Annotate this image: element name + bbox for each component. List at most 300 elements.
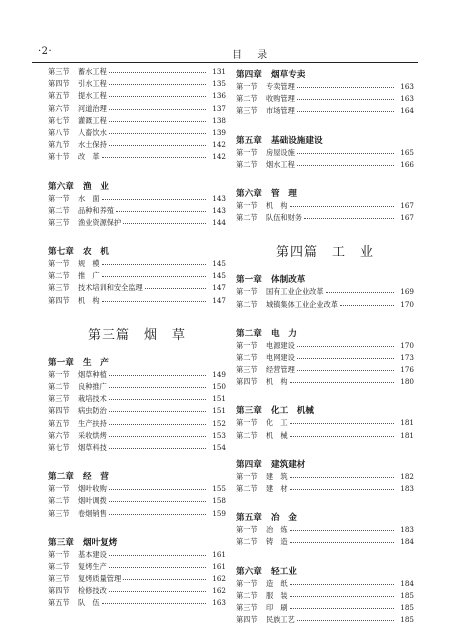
section-number: 第一节: [236, 525, 258, 535]
chapter-name: 经 营: [83, 472, 109, 483]
section-title: 良种推广: [78, 382, 107, 391]
section-number: 第四节: [236, 615, 258, 625]
section-number: 第九节: [48, 140, 70, 150]
chapter-name: 基础设施建设: [271, 135, 323, 146]
section-number: 第二节: [236, 94, 258, 104]
page-ref: 180: [400, 377, 414, 387]
toc-entry: [48, 442, 226, 454]
section-number: 第一节: [48, 259, 70, 269]
dot-leader: [297, 110, 394, 112]
chapter-name: 管 理: [271, 188, 297, 199]
dot-leader: [290, 529, 394, 531]
page-ref: 163: [212, 598, 226, 608]
page-ref: 185: [400, 602, 414, 612]
chapter-number: 第七章: [48, 247, 74, 258]
page-ref: 181: [400, 418, 414, 428]
dot-leader: [290, 583, 394, 585]
part-title: 第三篇 烟 草: [87, 327, 186, 343]
section-title: 印 刷: [266, 602, 288, 612]
chapter-title: [236, 566, 414, 578]
chapter-number: 第五章: [236, 513, 262, 524]
toc-entry: [48, 115, 226, 127]
section-number: 第三节: [236, 106, 258, 116]
chapter-name: 建筑建材: [271, 459, 306, 470]
toc-entry: [48, 369, 226, 381]
page-ref: 165: [400, 147, 414, 157]
dot-leader: [297, 86, 394, 88]
dot-leader: [102, 275, 206, 277]
page-ref: 131: [212, 67, 226, 76]
section-number: 第二节: [236, 537, 258, 547]
section-number: 第一节: [48, 369, 70, 379]
toc-entry: [236, 352, 414, 364]
chapter-number: 第二章: [48, 472, 74, 483]
section-title: 水 面: [78, 193, 100, 203]
section-number: 第七节: [48, 115, 70, 125]
toc-entry: [236, 299, 414, 311]
chapter-title: [236, 405, 414, 417]
chapter-number: 第六章: [236, 566, 262, 577]
section-title: 专卖管理: [266, 82, 295, 91]
section-number: 第一节: [236, 340, 258, 350]
section-number: 第二节: [236, 590, 258, 600]
toc-entry: [236, 340, 414, 352]
section-number: 第三节: [48, 283, 70, 293]
chapter-number: 第一章: [236, 275, 262, 286]
toc-entry: [236, 614, 414, 626]
page-ref: 183: [400, 484, 414, 493]
page-number: ·2·: [38, 46, 53, 57]
chapter-title: [236, 69, 414, 81]
section-number: 第五节: [48, 91, 70, 101]
section-title: 收购管理: [266, 94, 295, 104]
chapter-name: 生 产: [83, 357, 109, 368]
dot-leader: [297, 345, 394, 347]
chapter-title: [48, 537, 226, 549]
section-number: 第五节: [48, 418, 70, 428]
dot-leader: [109, 95, 206, 97]
section-title: 烟叶调拨: [78, 496, 107, 506]
dot-leader: [102, 602, 206, 604]
section-number: 第六节: [48, 103, 70, 113]
dot-leader: [102, 156, 206, 158]
section-title: 队伍和财务: [266, 213, 302, 223]
chapter-title: [236, 274, 414, 286]
page-ref: 167: [400, 213, 414, 223]
dot-leader: [109, 386, 206, 388]
dot-leader: [102, 300, 206, 302]
dot-leader: [109, 132, 206, 134]
toc-entry: [236, 602, 414, 614]
chapter-name: 化工 机械: [271, 406, 314, 417]
toc-entry: [48, 66, 226, 78]
section-number: 第八节: [48, 127, 70, 137]
chapter-number: 第一章: [48, 357, 74, 368]
chapter-name: 农 机: [83, 247, 109, 258]
page-ref: 143: [212, 193, 226, 203]
dot-leader: [297, 164, 394, 166]
dot-leader: [109, 435, 206, 437]
page-ref: 143: [212, 205, 226, 215]
page-ref: 173: [400, 352, 414, 362]
section-title: 提水工程: [78, 91, 107, 101]
dot-leader: [290, 488, 394, 490]
page-ref: 183: [400, 525, 414, 535]
section-number: 第一节: [48, 193, 70, 203]
toc-entry: [48, 258, 226, 270]
section-number: 第六节: [48, 430, 70, 440]
section-title: 队 伍: [78, 598, 100, 608]
page-ref: 152: [212, 418, 226, 428]
section-title: 服 装: [266, 590, 288, 600]
toc-entry: [48, 393, 226, 405]
section-number: 第一节: [48, 549, 70, 559]
page-title: 目 录: [232, 50, 274, 61]
toc-entry: [48, 295, 226, 307]
page-header: [32, 46, 418, 62]
page-ref: 151: [212, 394, 226, 404]
page-ref: 147: [212, 295, 226, 305]
page-ref: 138: [212, 115, 226, 125]
section-number: 第三节: [48, 67, 70, 76]
section-title: 蓄水工程: [78, 67, 107, 76]
dot-leader: [290, 435, 394, 437]
chapter-title: [236, 328, 414, 340]
section-title: 人畜饮水: [78, 127, 107, 137]
section-title: 机 构: [266, 200, 288, 210]
section-title: 烟草种植: [78, 369, 107, 379]
section-number: 第二节: [236, 430, 258, 440]
chapter-title: [236, 512, 414, 524]
dot-leader: [290, 541, 394, 543]
toc-entry: [236, 417, 414, 429]
toc-entry: [236, 159, 414, 171]
section-number: 第五节: [48, 598, 70, 608]
dot-leader: [109, 590, 206, 592]
page-ref: 182: [400, 471, 414, 481]
dot-leader: [116, 210, 206, 212]
section-title: 改 革: [78, 152, 100, 162]
page-ref: 181: [400, 430, 414, 440]
section-number: 第二节: [236, 299, 258, 309]
page-ref: 142: [212, 152, 226, 162]
toc-entry: [236, 430, 414, 442]
section-title: 电网建设: [266, 352, 295, 362]
page-ref: 145: [212, 271, 226, 281]
section-number: 第二节: [236, 213, 258, 223]
page-ref: 147: [212, 283, 226, 293]
section-number: 第二节: [48, 561, 70, 571]
toc-entry: [48, 561, 226, 573]
section-title: 铸 造: [266, 537, 288, 547]
toc-entry: [236, 364, 414, 376]
section-title: 引水工程: [78, 79, 107, 89]
toc-entry: [48, 151, 226, 163]
dot-leader: [290, 476, 394, 478]
chapter-number: 第六章: [48, 181, 74, 192]
section-title: 造 纸: [266, 578, 288, 588]
section-number: 第四节: [48, 586, 70, 596]
header-rule: [32, 62, 418, 63]
page-ref: 136: [212, 91, 226, 101]
dot-leader: [297, 619, 394, 621]
page-ref: 163: [400, 82, 414, 91]
toc-entry: [48, 597, 226, 609]
dot-leader: [297, 98, 394, 100]
toc-entry: [48, 90, 226, 102]
toc-entry: [236, 286, 414, 298]
page-ref: 153: [212, 430, 226, 440]
section-title: 基本建设: [78, 549, 107, 559]
chapter-name: 轻工业: [271, 566, 297, 577]
toc-entry: [48, 430, 226, 442]
toc-entry: [236, 590, 414, 602]
section-title: 病虫防治: [78, 406, 107, 416]
page-ref: 164: [400, 106, 414, 116]
toc-left-column: [48, 66, 226, 610]
dot-leader: [290, 607, 394, 609]
dot-leader: [123, 222, 206, 224]
dot-leader: [340, 304, 394, 306]
page-ref: 158: [212, 496, 226, 506]
dot-leader: [109, 120, 206, 122]
dot-leader: [109, 566, 206, 568]
toc-entry: [48, 282, 226, 294]
section-title: 房屋设施: [266, 147, 295, 157]
section-number: 第四节: [48, 79, 70, 89]
page-ref: 135: [212, 79, 226, 89]
dot-leader: [109, 83, 206, 85]
section-title: 建 筑: [266, 471, 288, 481]
section-title: 渔业资源保护: [78, 217, 122, 227]
section-title: 水土保持: [78, 140, 107, 150]
section-title: 国有工业企业改革: [266, 287, 324, 297]
page-ref: 159: [212, 508, 226, 518]
page-ref: 151: [212, 406, 226, 416]
dot-leader: [109, 447, 206, 449]
page-ref: 185: [400, 590, 414, 600]
page-ref: 162: [212, 586, 226, 596]
section-title: 市场管理: [266, 106, 295, 116]
dot-leader: [326, 291, 394, 293]
section-title: 生产扶持: [78, 418, 107, 428]
toc-entry: [48, 139, 226, 151]
section-number: 第三节: [236, 365, 258, 375]
dot-leader: [109, 500, 206, 502]
section-number: 第一节: [236, 82, 258, 91]
chapter-name: 烟叶复烤: [83, 537, 118, 548]
page-ref: 163: [400, 94, 414, 104]
section-title: 烟水工程: [266, 159, 295, 169]
toc-entry: [48, 103, 226, 115]
toc-entry: [48, 573, 226, 585]
dot-leader: [109, 398, 206, 400]
toc-entry: [236, 471, 414, 483]
section-title: 复烤生产: [78, 561, 107, 571]
section-title: 灌溉工程: [78, 115, 107, 125]
section-title: 河道治理: [78, 103, 107, 113]
toc-entry: [236, 536, 414, 548]
page-ref: 184: [400, 578, 414, 588]
section-number: 第二节: [236, 352, 258, 362]
section-number: 第二节: [236, 484, 258, 493]
chapter-title: [236, 135, 414, 147]
section-number: 第一节: [236, 200, 258, 210]
toc-entry: [48, 217, 226, 229]
toc-entry: [236, 81, 414, 93]
section-number: 第二节: [48, 205, 70, 215]
section-title: 化 工: [266, 418, 288, 428]
toc-entry: [48, 405, 226, 417]
page-ref: 154: [212, 442, 226, 452]
toc-entry: [236, 376, 414, 388]
page-ref: 184: [400, 537, 414, 547]
dot-leader: [304, 217, 394, 219]
section-title: 推 广: [78, 271, 100, 281]
chapter-number: 第二章: [236, 328, 262, 339]
dot-leader: [109, 71, 206, 73]
toc-right-column: [236, 66, 414, 626]
chapter-name: 冶 金: [271, 513, 297, 524]
section-number: 第一节: [236, 147, 258, 157]
toc-entry: [236, 93, 414, 105]
dot-leader: [145, 287, 206, 289]
page-ref: 149: [212, 369, 226, 379]
toc-entry: [48, 549, 226, 561]
dot-leader: [102, 263, 206, 265]
chapter-title: [48, 246, 226, 258]
toc-entry: [48, 585, 226, 597]
section-number: 第七节: [48, 442, 70, 452]
section-title: 卷烟销售: [78, 508, 107, 518]
dot-leader: [297, 369, 394, 371]
dot-leader: [102, 198, 206, 200]
chapter-title: [48, 471, 226, 483]
section-number: 第四节: [236, 377, 258, 387]
chapter-title: [48, 357, 226, 369]
toc-entry: [48, 381, 226, 393]
toc-entry: [48, 508, 226, 520]
section-number: 第十节: [48, 152, 70, 162]
section-number: 第二节: [236, 159, 258, 169]
page-ref: 139: [212, 127, 226, 137]
section-number: 第二节: [48, 496, 70, 506]
section-number: 第一节: [236, 471, 258, 481]
section-number: 第二节: [48, 382, 70, 391]
toc-entry: [48, 495, 226, 507]
dot-leader: [290, 205, 394, 207]
page-ref: 137: [212, 103, 226, 113]
section-title: 冶 炼: [266, 525, 288, 535]
page-ref: 170: [400, 340, 414, 350]
page-ref: 169: [400, 287, 414, 297]
page-ref: 166: [400, 159, 414, 169]
dot-leader: [109, 513, 206, 515]
toc-entry: [48, 193, 226, 205]
page-ref: 167: [400, 200, 414, 210]
page-ref: 142: [212, 140, 226, 150]
section-number: 第一节: [236, 287, 258, 297]
section-title: 烟叶收购: [78, 484, 107, 494]
section-title: 规 模: [78, 259, 100, 269]
section-title: 采收烘烤: [78, 430, 107, 440]
chapter-number: 第五章: [236, 135, 262, 146]
toc-entry: [236, 483, 414, 495]
section-title: 烟草科技: [78, 442, 107, 452]
dot-leader: [109, 374, 206, 376]
page-ref: 144: [212, 217, 226, 227]
toc-entry: [48, 270, 226, 282]
toc-entry: [48, 127, 226, 139]
section-title: 品种和养殖: [78, 205, 114, 215]
chapter-name: 烟草专卖: [271, 70, 306, 80]
page-ref: 162: [212, 574, 226, 584]
page-ref: 161: [212, 561, 226, 571]
dot-leader: [109, 108, 206, 110]
section-title: 经营管理: [266, 365, 295, 375]
chapter-title: [48, 181, 226, 193]
chapter-number: 第六章: [236, 188, 262, 199]
toc-entry: [48, 418, 226, 430]
toc-entry: [236, 524, 414, 536]
dot-leader: [109, 488, 206, 490]
dot-leader: [297, 357, 394, 359]
section-title: 机 构: [78, 295, 100, 305]
dot-leader: [109, 554, 206, 556]
dot-leader: [290, 595, 394, 597]
chapter-number: 第四章: [236, 70, 262, 80]
section-number: 第三节: [236, 602, 258, 612]
dot-leader: [109, 410, 206, 412]
chapter-number: 第三章: [48, 537, 74, 548]
chapter-name: 体制改革: [271, 275, 306, 286]
page-ref: 161: [212, 549, 226, 559]
section-title: 机 构: [266, 377, 288, 387]
section-number: 第三节: [48, 394, 70, 404]
part-title: 第四篇 工 业: [275, 245, 374, 261]
chapter-name: 电 力: [271, 328, 297, 339]
section-number: 第三节: [48, 508, 70, 518]
page-ref: 145: [212, 259, 226, 269]
toc-entry: [236, 200, 414, 212]
section-title: 机 械: [266, 430, 288, 440]
section-number: 第四节: [48, 406, 70, 416]
chapter-number: 第三章: [236, 406, 262, 417]
dot-leader: [297, 152, 394, 154]
section-number: 第三节: [48, 574, 70, 584]
chapter-title: [236, 188, 414, 200]
section-number: 第四节: [48, 295, 70, 305]
section-title: 复烤质量管理: [78, 574, 122, 584]
section-title: 检修技改: [78, 586, 107, 596]
section-title: 栽培技术: [78, 394, 107, 404]
dot-leader: [109, 144, 206, 146]
page-ref: 155: [212, 484, 226, 494]
toc-entry: [236, 147, 414, 159]
toc-entry: [236, 212, 414, 224]
section-title: 技术培训和安全监理: [78, 283, 143, 293]
section-number: 第一节: [236, 418, 258, 428]
chapter-title: [236, 459, 414, 471]
section-number: 第三节: [48, 217, 70, 227]
page-ref: 170: [400, 299, 414, 309]
dot-leader: [290, 381, 394, 383]
section-title: 民族工艺: [266, 615, 295, 625]
toc-entry: [236, 578, 414, 590]
page-ref: 150: [212, 382, 226, 391]
section-title: 建 材: [266, 484, 288, 493]
chapter-name: 渔 业: [83, 181, 109, 192]
